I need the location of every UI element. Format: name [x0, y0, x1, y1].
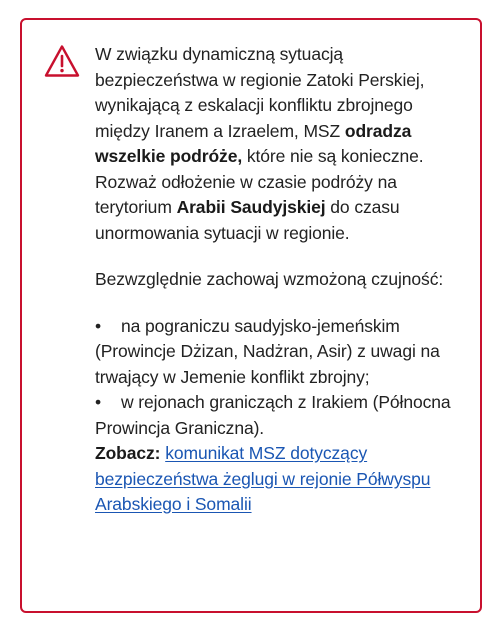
travel-warning-alert	[20, 18, 482, 613]
see-also-label: Zobacz:	[95, 443, 161, 463]
alert-text-part: które nie są konieczne. Rozważ odłożenie w czasie podróży na terytorium	[95, 146, 424, 217]
warning-triangle-icon	[44, 44, 80, 78]
alert-text-part: do czasu unormowania sytuacji w regionie.	[95, 197, 400, 243]
alert-emphasis-country: Arabii Saudyjskiej	[176, 197, 326, 217]
list-item	[95, 390, 470, 441]
risk-areas-list	[95, 314, 470, 442]
see-also-paragraph	[95, 441, 470, 518]
bullet-icon: •	[95, 392, 102, 412]
list-item-text: na pograniczu saudyjsko-jemeńskim (Prowincje Dżizan, Nadżran, Asir) z uwagi na trwający w Jemenie konflikt zbrojny;	[95, 315, 440, 387]
alert-content	[95, 42, 470, 518]
list-item	[95, 314, 470, 391]
alert-text-part: W związku dynamiczną sytuacją bezpieczeństwa w regionie Zatoki Perskiej, wynikającą z eskalacji konfliktu zbrojnego między Iranem a Izraelem, MSZ	[95, 44, 425, 141]
list-item-text: w rejonach granicząch z Irakiem (Północna Prowincja Graniczna).	[95, 392, 451, 438]
alert-paragraph-vigilance: Bezwzględnie zachowaj wzmożoną czujność:	[95, 269, 444, 289]
alert-emphasis-avoid-travel: odradza wszelkie podróże,	[95, 120, 412, 166]
alert-paragraph-main	[95, 42, 470, 246]
bullet-icon: •	[95, 315, 102, 336]
maritime-security-link[interactable]: komunikat MSZ dotyczący bezpieczeństwa żeglugi w rejonie Półwyspu Arabskiego i Somalii	[95, 443, 431, 514]
